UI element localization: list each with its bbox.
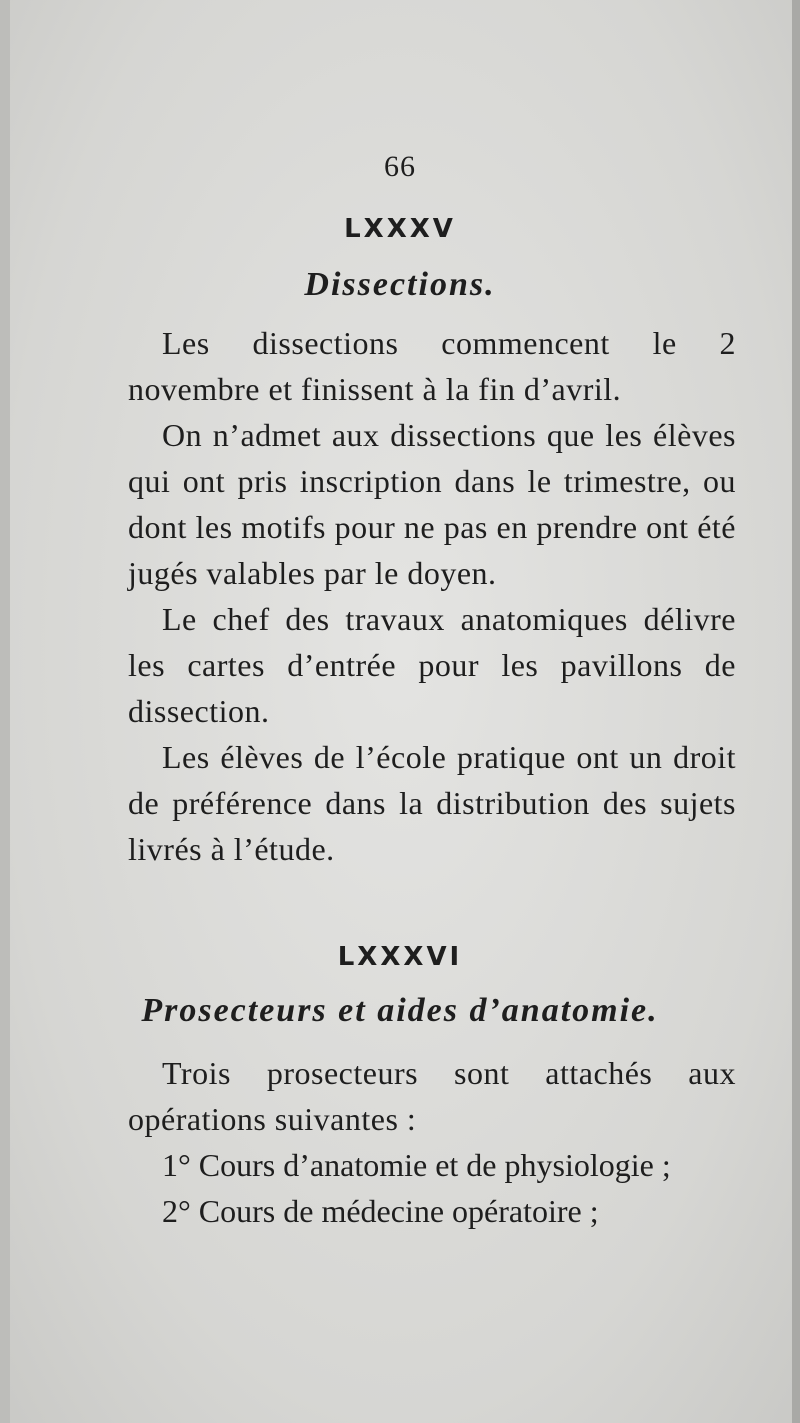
section-title-dissections: Dissections.: [304, 266, 496, 303]
paragraph: Le chef des travaux anatomiques délivre les cartes d’entrée pour les pavillons de dissection.: [128, 601, 736, 729]
list-item: 2° Cours de médecine opératoire ;: [162, 1193, 599, 1229]
section-title-prosecteurs: Prosecteurs et aides d’anatomie.: [141, 992, 659, 1029]
paragraph: Trois prosecteurs sont attachés aux opérations suivantes :: [128, 1055, 736, 1137]
section-body-dissections: [128, 320, 736, 872]
paragraph: On n’admet aux dissections que les élèves qui ont pris inscription dans le trimestre, ou dont les motifs pour ne pas en prendre ont été jugés valables par le doyen.: [128, 417, 736, 591]
section-body-prosecteurs: [128, 1050, 736, 1234]
page-number: 66: [384, 150, 416, 183]
paragraph: Les dissections commencent le 2 novembre et finissent à la fin d’avril.: [128, 325, 736, 407]
section-number-lxxxvi: LXXXVI: [337, 942, 463, 972]
section-number-lxxxv: LXXXV: [344, 214, 456, 244]
list-item: 1° Cours d’anatomie et de physiologie ;: [162, 1147, 671, 1183]
paragraph: Les élèves de l’école pratique ont un droit de préférence dans la distribution des sujets livrés à l’étude.: [128, 739, 736, 867]
